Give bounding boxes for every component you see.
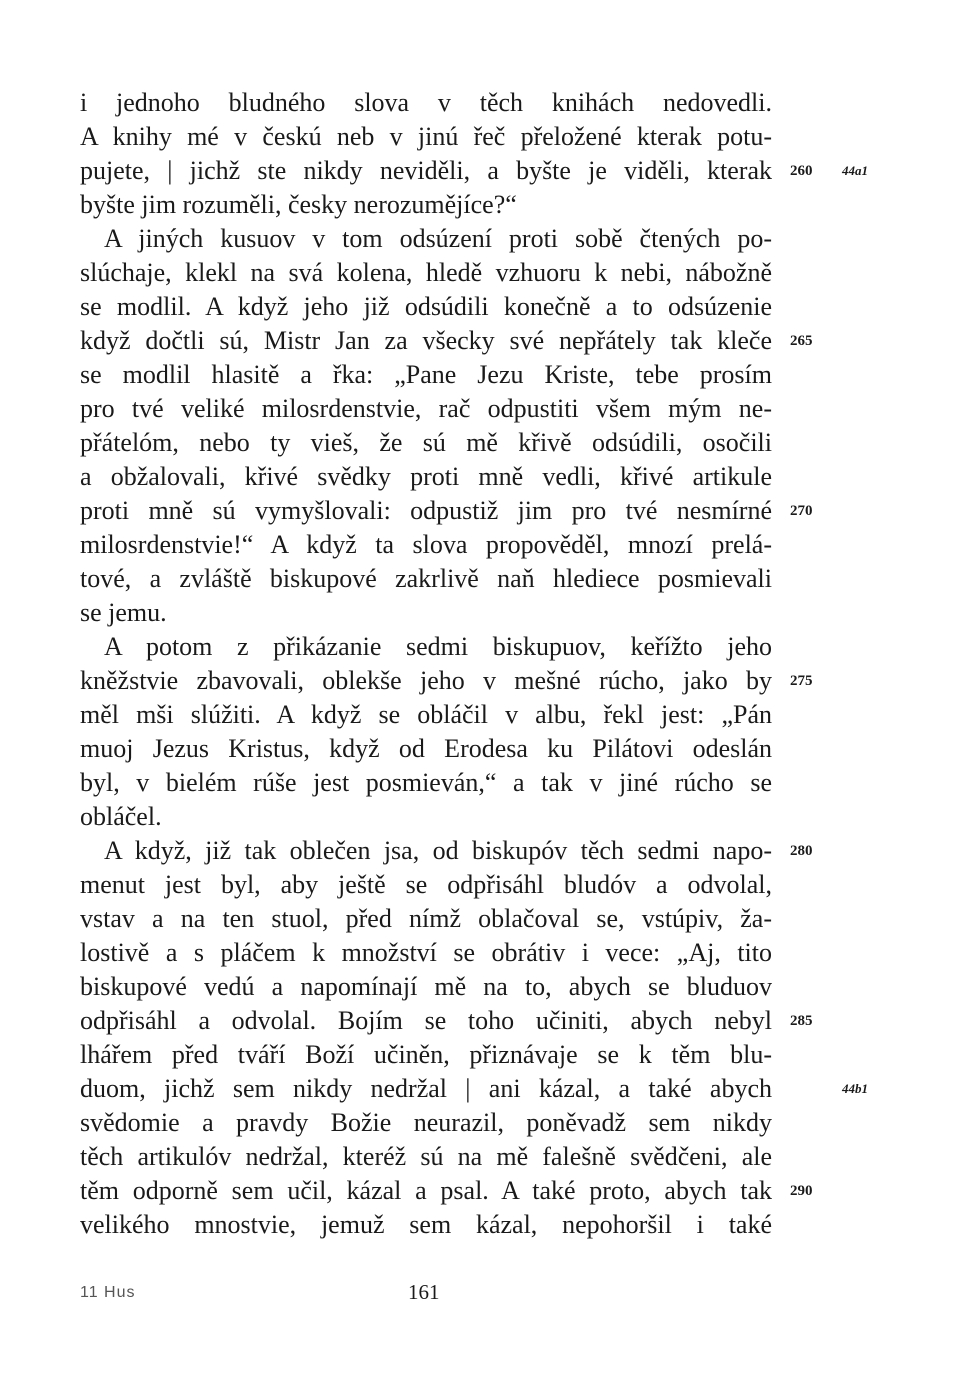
text-line: těm odporně sem učil, kázal a psal. A také proto, abych tak (80, 1176, 772, 1205)
text-line: proti mně sú vymyšlovali: odpustiž jim pro tvé nesmírné (80, 496, 772, 525)
line-number: 265 (790, 333, 813, 349)
text-line: pro tvé veliké milosrdenstvie, rač odpustiti všem mým ne- (80, 394, 772, 423)
page-number: 161 (408, 1280, 440, 1304)
text-line: biskupové vedú a napomínají mě na to, abych se bluduov (80, 972, 772, 1001)
text-line: velikého mnostvie, jemuž sem kázal, nepohoršil i také (80, 1210, 772, 1239)
text-line: slúchaje, klekl na svá kolena, hledě vzhuoru k nebi, nábožně (80, 258, 772, 287)
text-line: tové, a zvláště biskupové zakrlivě naň hlediece posmievali (80, 564, 772, 593)
text-line: obláčel. (80, 802, 162, 831)
text-line: vstav a na ten stuol, před nímž oblačoval se, vstúpiv, ža- (80, 904, 772, 933)
text-line: byl, v bielém rúše jest posmieván,“ a tak v jiné rúcho se (80, 768, 772, 797)
text-line: duom, jichž sem nikdy nedržal | ani kázal, a také abych (80, 1074, 772, 1103)
line-number: 280 (790, 843, 813, 859)
text-line: milosrdenstvie!“ A když ta slova propověděl, mnozí prelá- (80, 530, 772, 559)
text-line: přátelóm, nebo ty vieš, že sú mě křivě odsúdili, osočili (80, 428, 772, 457)
text-line: těch artikulóv nedržal, kteréž sú na mě falešně svědčeni, ale (80, 1142, 772, 1171)
text-line: kněžstvie zbavovali, oblekše jeho v mešné rúcho, jako by (80, 666, 772, 695)
text-line: se jemu. (80, 598, 167, 627)
text-line: a obžalovali, křivé svědky proti mně vedli, křivé artikule (80, 462, 772, 491)
text-line: se modlil. A když jeho již odsúdili konečně a to odsúzenie (80, 292, 772, 321)
text-line: odpřisáhl a odvolal. Bojím se toho učiniti, abych nebyl (80, 1006, 772, 1035)
text-line: menut jest byl, aby ještě se odpřisáhl bludóv a odvolal, (80, 870, 772, 899)
line-number: 290 (790, 1183, 813, 1199)
text-line: A jiných kusuov v tom odsúzení proti sobě čtených po- (104, 224, 772, 253)
folio-mark: 44a1 (842, 163, 868, 178)
line-number: 285 (790, 1013, 813, 1029)
text-line: A knihy mé v českú neb v jinú řeč přeložené kterak potu- (80, 122, 772, 151)
line-number: 275 (790, 673, 813, 689)
folio-mark: 44b1 (842, 1081, 868, 1096)
text-line: když dočtli sú, Mistr Jan za všecky své nepřátely tak kleče (80, 326, 772, 355)
text-line: pujete, | jichž ste nikdy neviděli, a byšte je viděli, kterak (80, 156, 772, 185)
text-line: byšte jim rozuměli, česky nerozumějíce?“ (80, 190, 517, 219)
text-line: lhářem před tváří Boží učiněn, přiznávaje se k těm blu- (80, 1040, 772, 1069)
text-line: i jednoho bludného slova v těch knihách nedovedli. (80, 88, 772, 117)
text-line: svědomie a pravdy Božie neurazil, poněvadž sem nikdy (80, 1108, 772, 1137)
text-line: se modlil hlasitě a řka: „Pane Jezu Kriste, tebe prosím (80, 360, 772, 389)
text-line: A potom z přikázanie sedmi biskupuov, keřížto jeho (104, 632, 772, 661)
text-line: lostivě a s pláčem k množství se obrátiv i vece: „Aj, tito (80, 938, 772, 967)
text-line: měl mši slúžiti. A když se obláčil v albu, řekl jest: „Pán (80, 700, 772, 729)
line-number: 270 (790, 503, 813, 519)
text-line: A když, již tak oblečen jsa, od biskupóv těch sedmi napo- (104, 836, 772, 865)
signature-mark: 11 Hus (80, 1284, 136, 1301)
text-line: muoj Jezus Kristus, když od Erodesa ku Pilátovi odeslán (80, 734, 772, 763)
line-number: 260 (790, 163, 813, 179)
